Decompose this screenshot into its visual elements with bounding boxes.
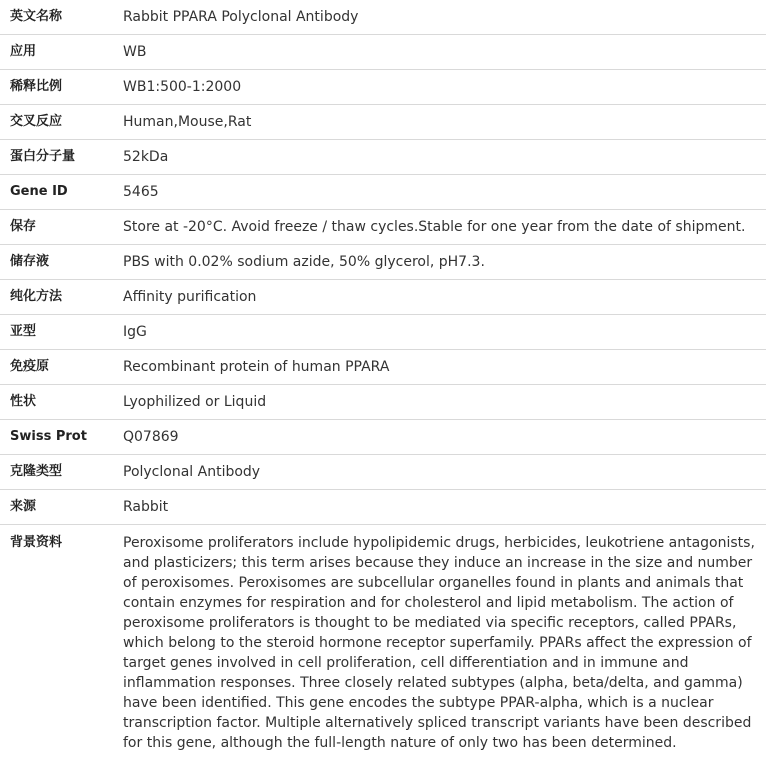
spec-value-cell — [123, 280, 766, 315]
spec-row — [0, 35, 766, 70]
spec-value: PBS with 0.02% sodium azide, 50% glycerol, pH7.3. — [123, 254, 485, 270]
spec-label: 纯化方法 — [10, 288, 63, 304]
spec-label-cell — [0, 420, 123, 455]
spec-label: 储存液 — [10, 253, 50, 269]
spec-label-cell — [0, 140, 123, 175]
spec-value: Lyophilized or Liquid — [123, 394, 267, 410]
spec-value: Rabbit — [123, 499, 169, 515]
spec-value-cell — [123, 420, 766, 455]
spec-row — [0, 70, 766, 105]
spec-value: Human,Mouse,Rat — [123, 114, 252, 130]
spec-row — [0, 210, 766, 245]
spec-label-cell — [0, 315, 123, 350]
spec-value: IgG — [123, 324, 147, 340]
spec-label: 免疫原 — [10, 358, 50, 374]
spec-row — [0, 350, 766, 385]
spec-value-cell — [123, 385, 766, 420]
spec-label: 来源 — [10, 498, 37, 514]
spec-value: WB1:500-1:2000 — [123, 79, 242, 95]
spec-label-cell — [0, 175, 123, 210]
spec-label: 蛋白分子量 — [10, 148, 76, 164]
spec-value-cell — [123, 140, 766, 175]
spec-value: Affinity purification — [123, 289, 257, 305]
background-label: 背景资料 — [10, 535, 63, 550]
spec-label-cell — [0, 35, 123, 70]
spec-row — [0, 175, 766, 210]
spec-label: 保存 — [10, 218, 37, 234]
spec-value: Recombinant protein of human PPARA — [123, 359, 390, 375]
spec-value: WB — [123, 44, 147, 60]
spec-row — [0, 420, 766, 455]
spec-row — [0, 245, 766, 280]
spec-value-cell — [123, 245, 766, 280]
spec-row — [0, 315, 766, 350]
spec-value-cell — [123, 315, 766, 350]
spec-label-cell — [0, 490, 123, 525]
spec-value-cell — [123, 350, 766, 385]
spec-label-cell — [0, 385, 123, 420]
spec-label-cell — [0, 455, 123, 490]
background-row — [0, 525, 766, 754]
spec-label-cell — [0, 0, 123, 35]
spec-row — [0, 385, 766, 420]
spec-value-cell — [123, 35, 766, 70]
spec-value: Store at -20°C. Avoid freeze / thaw cycles.Stable for one year from the date of shipment. — [123, 219, 746, 235]
spec-value-cell — [123, 70, 766, 105]
spec-value-cell — [123, 175, 766, 210]
spec-value: Polyclonal Antibody — [123, 464, 261, 480]
spec-label: Gene ID — [10, 183, 68, 199]
spec-label: 稀释比例 — [10, 78, 63, 94]
spec-row — [0, 490, 766, 525]
spec-label-cell — [0, 105, 123, 140]
spec-value-cell — [123, 0, 766, 35]
spec-label: Swiss Prot — [10, 428, 87, 444]
spec-value-cell — [123, 455, 766, 490]
spec-label: 应用 — [10, 43, 37, 59]
spec-value-cell — [123, 210, 766, 245]
spec-row — [0, 105, 766, 140]
spec-row — [0, 0, 766, 35]
background-text: Peroxisome proliferators include hypolipidemic drugs, herbicides, leukotriene antagonists, and plasticizers; this term arises because they induce an increase in the size and number of peroxisomes. Peroxisomes are subcellular organelles found in plants and animals that contain enzymes for respiration and for cholesterol and lipid metabolism. The action of peroxisome proliferators is thought to be mediated via specific receptors, called PPARs, which belong to the steroid hormone receptor superfamily. PPARs affect the expression of target genes involved in cell proliferation, cell differentiation and in immune and inflammation responses. Three closely related subtypes (alpha, beta/delta, and gamma) have been identified. This gene encodes the subtype PPAR-alpha, which is a nuclear transcription factor. Multiple alternatively spliced transcript variants have been described for this gene, although the full-length nature of only two has been determined. — [123, 535, 755, 751]
spec-label-cell — [0, 70, 123, 105]
spec-label-cell — [0, 210, 123, 245]
spec-label: 性状 — [10, 393, 37, 409]
spec-label: 英文名称 — [10, 8, 63, 24]
spec-value-cell — [123, 490, 766, 525]
spec-label: 亚型 — [10, 323, 37, 339]
spec-label-cell — [0, 280, 123, 315]
spec-label: 交叉反应 — [10, 113, 63, 129]
spec-value: Rabbit PPARA Polyclonal Antibody — [123, 9, 359, 25]
spec-value: Q07869 — [123, 429, 179, 445]
spec-value: 5465 — [123, 184, 159, 200]
spec-row — [0, 140, 766, 175]
spec-label-cell — [0, 245, 123, 280]
spec-row — [0, 455, 766, 490]
spec-label: 克隆类型 — [10, 463, 63, 479]
spec-label-cell — [0, 350, 123, 385]
spec-value-cell — [123, 105, 766, 140]
spec-value: 52kDa — [123, 149, 169, 165]
spec-row — [0, 280, 766, 315]
